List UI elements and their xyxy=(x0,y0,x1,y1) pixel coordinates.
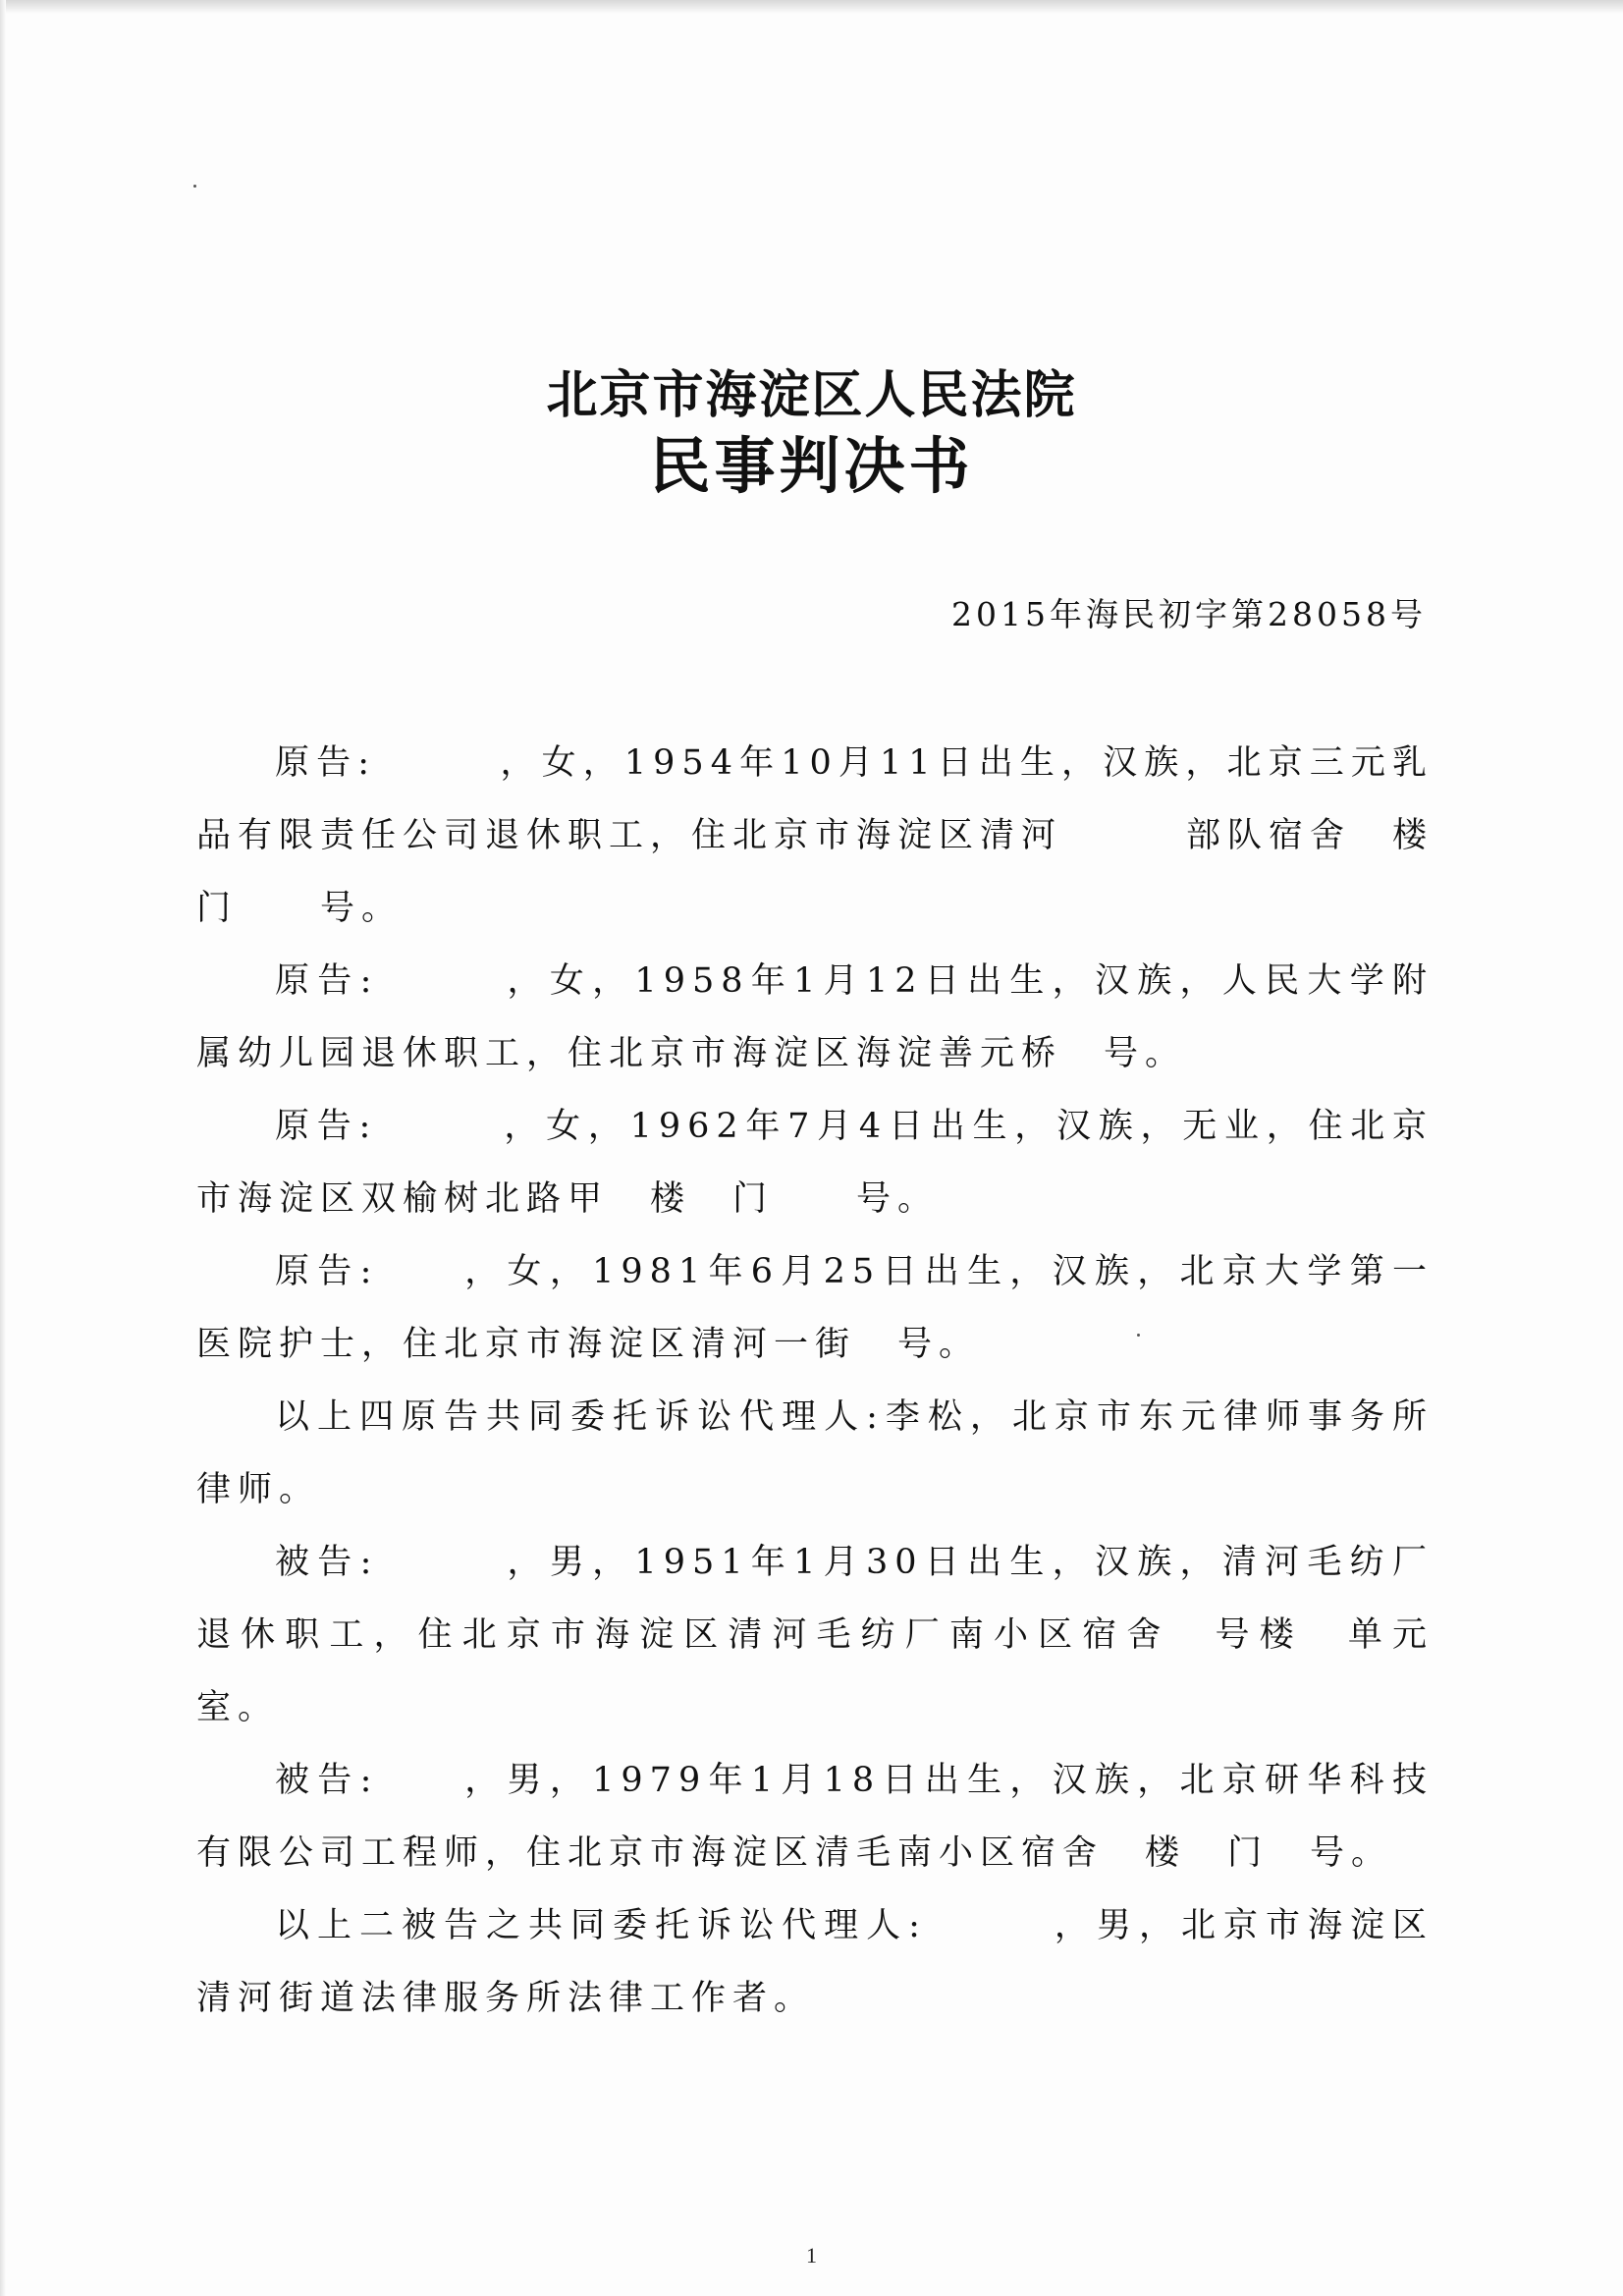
party-information-section xyxy=(196,727,1476,2035)
plaintiff-4-paragraph: 原告: ，女，1981年6月25日出生，汉族，北京大学第一医院护士，住北京市海淀区清河一街 号。 xyxy=(196,1252,1434,1364)
document-title: 民事判决书 xyxy=(649,430,974,502)
case-number: 2015年海民初字第28058号 xyxy=(951,595,1427,633)
plaintiffs-agent-paragraph: 以上四原告共同委托诉讼代理人:李松，北京市东元律师事务所律师。 xyxy=(196,1397,1434,1509)
scan-edge-top xyxy=(0,0,1623,14)
scan-edge-left xyxy=(0,0,6,2296)
defendants-agent-paragraph: 以上二被告之共同委托诉讼代理人: ，男，北京市海淀区清河街道法律服务所法律工作者。 xyxy=(196,1906,1434,2018)
court-name: 北京市海淀区人民法院 xyxy=(546,365,1077,425)
page-number: 1 xyxy=(806,2243,817,2268)
defendant-2-paragraph: 被告: ，男，1979年1月18日出生，汉族，北京研华科技有限公司工程师，住北京市海淀区清毛南小区宿舍 楼 门 号。 xyxy=(196,1761,1434,1873)
plaintiff-1-paragraph: 原告: ，女，1954年10月11日出生，汉族，北京三元乳品有限责任公司退休职工，住北京市海淀区清河 部队宿舍 楼 门 号。 xyxy=(196,743,1476,928)
plaintiff-2-paragraph: 原告: ，女，1958年1月12日出生，汉族，人民大学附属幼儿园退休职工，住北京市海淀区海淀善元桥 号。 xyxy=(196,961,1434,1073)
defendant-1-paragraph: 被告: ，男，1951年1月30日出生，汉族，清河毛纺厂退休职工，住北京市海淀区清河毛纺厂南小区宿舍 号楼 单元 室。 xyxy=(196,1543,1476,1727)
plaintiff-3-paragraph: 原告: ，女，1962年7月4日出生，汉族，无业，住北京市海淀区双榆树北路甲 楼 门 号。 xyxy=(196,1107,1434,1219)
scan-speck xyxy=(193,185,196,188)
